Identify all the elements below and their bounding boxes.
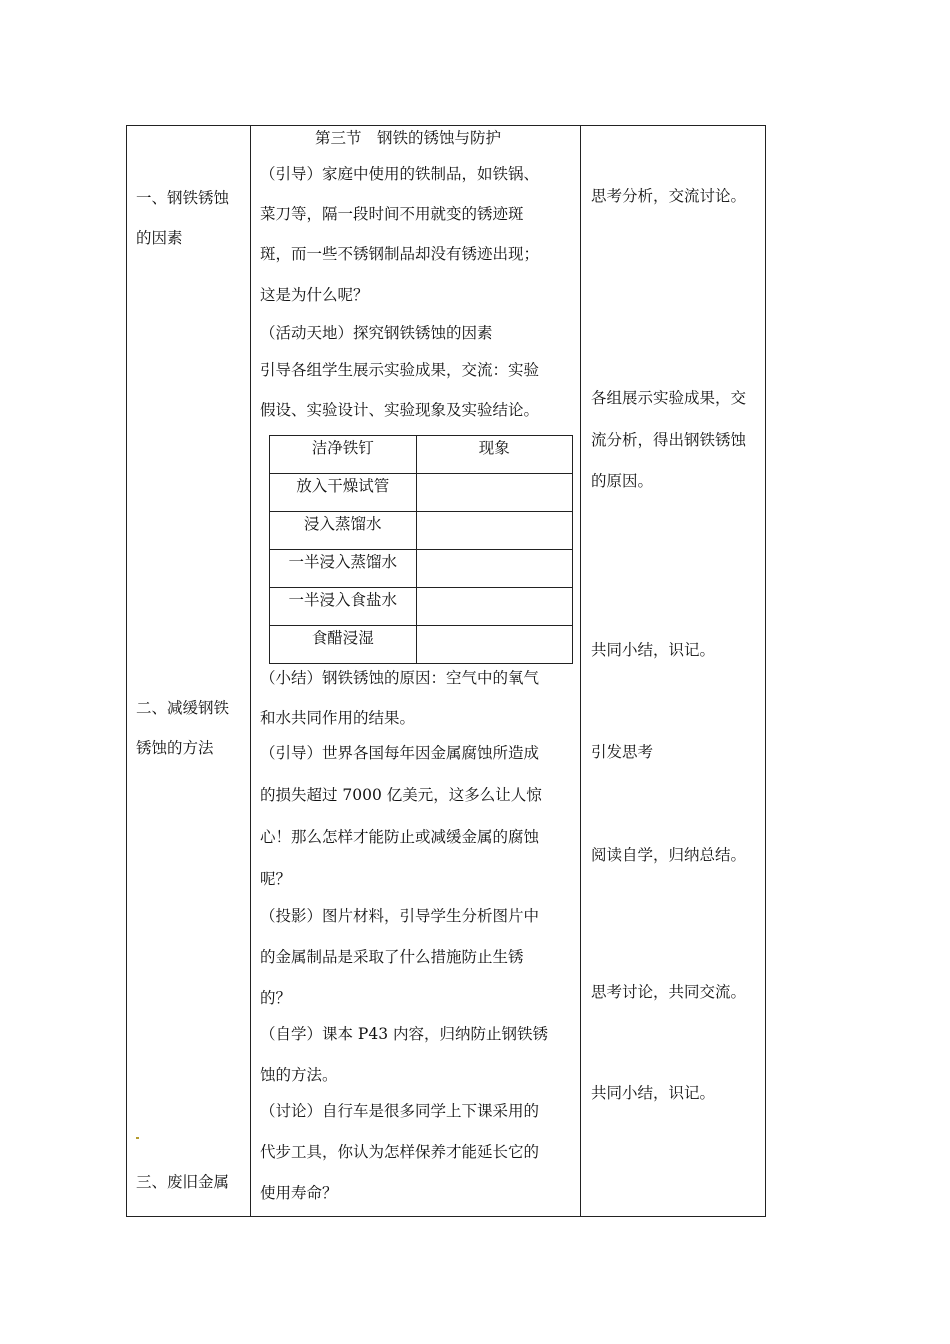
mid-line: （小结）钢铁锈蚀的原因：空气中的氧气 bbox=[260, 669, 540, 687]
section2-line1: 二、减缓钢铁 bbox=[136, 699, 230, 717]
table-row bbox=[270, 550, 573, 588]
mid-line: （引导）家庭中使用的铁制品，如铁锅、 bbox=[260, 165, 540, 183]
table-cell: 一半浸入蒸馏水 bbox=[270, 550, 417, 588]
mid-line: （投影）图片材料，引导学生分析图片中 bbox=[260, 907, 540, 925]
mid-line: 这是为什么呢？ bbox=[260, 286, 369, 304]
mid-line: 引导各组学生展示实验成果，交流：实验 bbox=[260, 361, 540, 379]
table-cell bbox=[416, 550, 572, 588]
table-cell: 一半浸入食盐水 bbox=[270, 588, 417, 626]
experiment-table bbox=[269, 435, 573, 664]
table-cell: 食醋浸湿 bbox=[270, 626, 417, 664]
mid-line: 代步工具，你认为怎样保养才能延长它的 bbox=[260, 1143, 540, 1161]
mid-line: （讨论）自行车是很多同学上下课采用的 bbox=[260, 1102, 540, 1120]
mid-line: （自学）课本 P43 内容，归纳防止钢铁锈 bbox=[260, 1025, 549, 1043]
table-row bbox=[270, 588, 573, 626]
section-title: 第三节 钢铁的锈蚀与防护 bbox=[315, 129, 502, 147]
table-row bbox=[270, 512, 573, 550]
mid-line: 呢？ bbox=[260, 870, 292, 888]
mid-line: 的？ bbox=[260, 989, 292, 1007]
activity-note: 阅读自学，归纳总结。 bbox=[591, 846, 747, 864]
mid-line: 的金属制品是采取了什么措施防止生锈 bbox=[260, 948, 524, 966]
lesson-table bbox=[126, 125, 766, 1217]
activity-note: 的原因。 bbox=[591, 472, 654, 490]
mid-line: （活动天地）探究钢铁锈蚀的因素 bbox=[260, 324, 493, 342]
table-cell bbox=[416, 474, 572, 512]
activity-note: 思考分析，交流讨论。 bbox=[591, 187, 747, 205]
activity-note: 引发思考 bbox=[591, 743, 654, 761]
table-header: 洁净铁钉 bbox=[270, 436, 417, 474]
table-header: 现象 bbox=[416, 436, 572, 474]
stray-mark bbox=[136, 1137, 139, 1139]
table-row bbox=[270, 626, 573, 664]
table-row bbox=[270, 474, 573, 512]
mid-line: 菜刀等，隔一段时间不用就变的锈迹斑 bbox=[260, 205, 524, 223]
section1-line1: 一、钢铁锈蚀 bbox=[136, 189, 230, 207]
column-divider-2 bbox=[580, 126, 581, 1216]
mid-line: 假设、实验设计、实验现象及实验结论。 bbox=[260, 401, 540, 419]
mid-line: 心！那么怎样才能防止或减缓金属的腐蚀 bbox=[260, 828, 540, 846]
table-cell bbox=[416, 512, 572, 550]
activity-note: 共同小结，识记。 bbox=[591, 1084, 716, 1102]
section3-line1: 三、废旧金属 bbox=[136, 1173, 230, 1191]
mid-line: （引导）世界各国每年因金属腐蚀所造成 bbox=[260, 744, 540, 762]
table-header-row bbox=[270, 436, 573, 474]
activity-note: 各组展示实验成果，交 bbox=[591, 389, 747, 407]
column-divider-1 bbox=[250, 126, 251, 1216]
table-cell: 放入干燥试管 bbox=[270, 474, 417, 512]
mid-line: 的损失超过 7000 亿美元，这多么让人惊 bbox=[260, 786, 542, 804]
mid-line: 和水共同作用的结果。 bbox=[260, 709, 416, 727]
section1-line2: 的因素 bbox=[136, 229, 183, 247]
mid-line: 蚀的方法。 bbox=[260, 1066, 338, 1084]
activity-note: 思考讨论，共同交流。 bbox=[591, 983, 747, 1001]
table-cell: 浸入蒸馏水 bbox=[270, 512, 417, 550]
table-cell bbox=[416, 588, 572, 626]
activity-note: 流分析，得出钢铁锈蚀 bbox=[591, 431, 747, 449]
mid-line: 使用寿命？ bbox=[260, 1184, 338, 1202]
mid-line: 斑，而一些不锈钢制品却没有锈迹出现； bbox=[260, 245, 540, 263]
activity-note: 共同小结，识记。 bbox=[591, 641, 716, 659]
table-cell bbox=[416, 626, 572, 664]
section2-line2: 锈蚀的方法 bbox=[136, 739, 214, 757]
